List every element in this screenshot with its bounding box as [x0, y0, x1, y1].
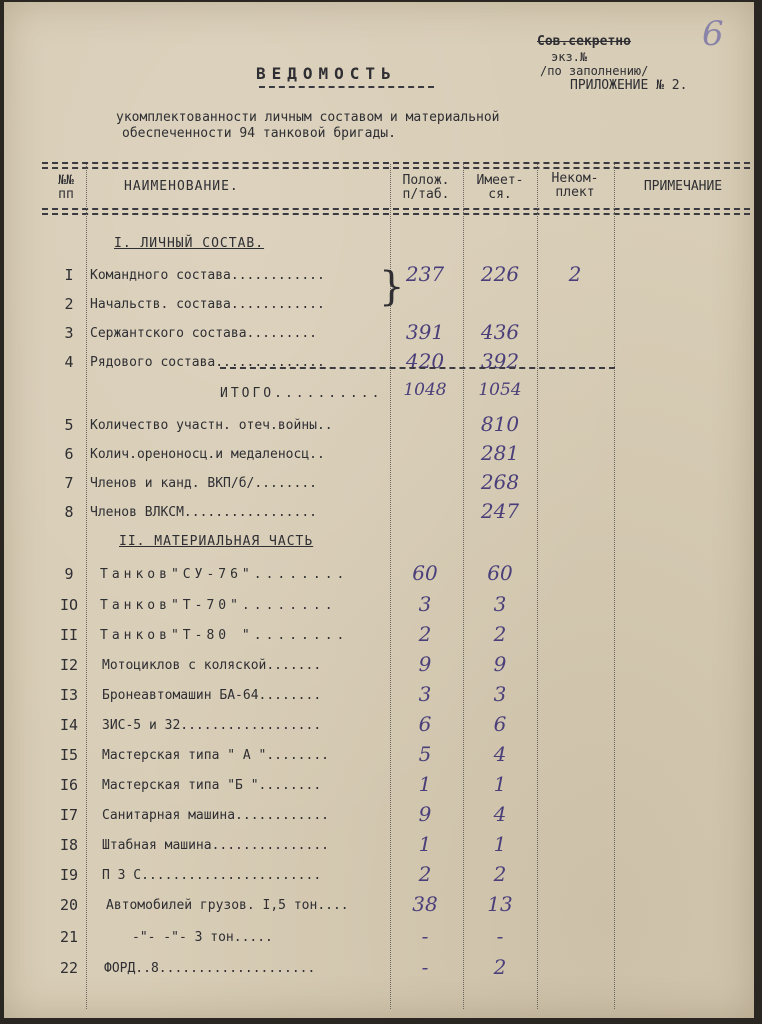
row-number: 4	[64, 353, 74, 371]
per-filling-note: /по заполнению/	[540, 64, 649, 78]
subtitle-line-2: обеспеченности 94 танковой бригады.	[122, 126, 396, 141]
row-label: Членов и канд. ВКП/б/........	[90, 476, 317, 491]
row-state-value: 1	[418, 832, 432, 856]
row-have-value: 3	[493, 682, 507, 706]
row-state-value: 420	[405, 349, 445, 373]
table-row	[4, 590, 754, 620]
row-label: Командного состава............	[90, 268, 325, 283]
row-have-value: 13	[487, 892, 513, 916]
table-row	[4, 890, 754, 920]
row-state-value: 237	[405, 262, 445, 286]
row-number: I5	[59, 746, 79, 764]
row-number: I3	[59, 686, 79, 704]
appendix-label: ПРИЛОЖЕНИЕ № 2.	[570, 78, 688, 93]
row-label: Начальств. состава............	[90, 297, 325, 312]
row-have-value: 2	[493, 955, 507, 979]
row-number: 3	[64, 324, 74, 342]
row-have-value: 9	[493, 652, 507, 676]
row-have-value: 60	[487, 561, 513, 585]
document-page	[4, 2, 754, 1018]
row-label: Рядового состава..............	[90, 355, 325, 370]
row-state-value: 5	[418, 742, 432, 766]
row-have-value: 281	[480, 441, 520, 465]
header-shortage: Неком- плект	[551, 171, 599, 200]
row-have-value: 247	[480, 499, 520, 523]
table-row	[4, 650, 754, 680]
row-label: Мастерская типа "Б "........	[102, 778, 322, 793]
row-number: I7	[59, 806, 79, 824]
row-have-value: 810	[480, 412, 520, 436]
row-have-value: 226	[480, 262, 520, 286]
row-have-value: 2	[493, 622, 507, 646]
row-label: Количество участн. отеч.войны..	[90, 418, 333, 433]
row-have-value: 436	[480, 320, 520, 344]
row-number: IO	[59, 596, 79, 614]
total-label: ИТОГО..........	[220, 386, 383, 401]
row-have-value: 268	[480, 470, 520, 494]
row-label: ЗИС-5 и 32..................	[102, 718, 322, 733]
row-state-value: -	[421, 924, 429, 948]
header-have: Имеет- ся.	[476, 173, 524, 202]
table-row	[4, 953, 754, 983]
row-number: I	[64, 266, 74, 284]
row-number: 5	[64, 416, 74, 434]
row-number: I4	[59, 716, 79, 734]
table-row	[4, 260, 754, 290]
row-label: Членов ВЛКСМ.................	[90, 505, 317, 520]
row-label: Санитарная машина............	[102, 808, 329, 823]
row-number: 9	[64, 565, 74, 583]
row-state-value: 6	[418, 712, 432, 736]
row-number: I8	[59, 836, 79, 854]
header-bottom-rule	[42, 208, 750, 210]
table-row	[4, 497, 754, 527]
row-have-value: 2	[493, 862, 507, 886]
row-state-value: 3	[418, 592, 432, 616]
row-have-value: 4	[493, 802, 507, 826]
row-state-value: 2	[418, 622, 432, 646]
header-bottom-rule-2	[42, 213, 750, 215]
row-number: 8	[64, 503, 74, 521]
table-row	[4, 439, 754, 469]
row-label: ФОРД..8....................	[104, 961, 316, 976]
row-label: Колич.ореноносц.и медаленосц..	[90, 447, 325, 462]
table-row	[4, 710, 754, 740]
row-label: Танков"СУ-76"........	[100, 567, 349, 582]
table-row	[4, 860, 754, 890]
row-number: 22	[59, 959, 79, 977]
document-title: ВЕДОМОСТЬ	[256, 64, 397, 83]
row-label: Мотоциклов с коляской.......	[102, 658, 322, 673]
row-have-value: 6	[493, 712, 507, 736]
row-have-value: 4	[493, 742, 507, 766]
row-state-value: 1	[418, 772, 432, 796]
row-state-value: 391	[405, 320, 445, 344]
row-state-value: 38	[412, 892, 438, 916]
table-row	[4, 740, 754, 770]
subtitle-line-1: укомплектованности личным составом и материальной	[116, 110, 500, 125]
row-state-value: 9	[418, 802, 432, 826]
row-label: Мастерская типа " А "........	[102, 748, 329, 763]
table-top-rule	[42, 162, 750, 164]
classification-stamp: Сов.секретно	[537, 34, 631, 49]
row-number: I6	[59, 776, 79, 794]
row-have-value: 3	[493, 592, 507, 616]
row-number: II	[59, 626, 79, 644]
row-label: Сержантского состава.........	[90, 326, 317, 341]
row-label: Танков"Т-80 "........	[100, 628, 349, 643]
row-number: 6	[64, 445, 74, 463]
row-have-value: 392	[480, 349, 520, 373]
row-number: 21	[59, 928, 79, 946]
total-row	[4, 378, 754, 408]
row-label: П З С.......................	[102, 868, 322, 883]
copy-label: экз.№	[551, 50, 588, 64]
row-number: 20	[59, 896, 79, 914]
brace-mark: }	[379, 264, 405, 310]
row-state-value: -	[421, 955, 429, 979]
row-state-value: 9	[418, 652, 432, 676]
row-state-value: 60	[412, 561, 438, 585]
row-state-value: 3	[418, 682, 432, 706]
table-top-rule-2	[42, 167, 750, 169]
row-shortage-value: 2	[568, 262, 582, 286]
table-row	[4, 922, 754, 952]
table-row	[4, 770, 754, 800]
total-have: 1054	[478, 380, 522, 400]
header-number: №№ пп	[58, 173, 74, 202]
row-label: Бронеавтомашин БА-64........	[102, 688, 322, 703]
section-personnel: I. ЛИЧНЫЙ СОСТАВ.	[114, 236, 265, 251]
row-state-value: 2	[418, 862, 432, 886]
row-label: Автомобилей грузов. I,5 тон....	[106, 898, 349, 913]
row-label: Танков"Т-70"........	[100, 598, 337, 613]
table-row	[4, 410, 754, 440]
page-number: 6	[702, 14, 724, 54]
table-row	[4, 830, 754, 860]
title-underline	[259, 86, 434, 88]
total-state: 1048	[403, 380, 447, 400]
row-number: 7	[64, 474, 74, 492]
row-number: 2	[64, 295, 74, 313]
header-note: ПРИМЕЧАНИЕ	[643, 179, 723, 194]
table-row	[4, 559, 754, 589]
itogo-rule	[220, 367, 615, 369]
header-name: НАИМЕНОВАНИЕ.	[124, 179, 239, 194]
row-have-value: -	[496, 924, 504, 948]
table-row	[4, 620, 754, 650]
row-have-value: 1	[493, 772, 507, 796]
row-have-value: 1	[493, 832, 507, 856]
header-state: Полож. п/таб.	[402, 173, 450, 202]
table-row	[4, 347, 754, 377]
table-row	[4, 289, 754, 319]
row-number: I9	[59, 866, 79, 884]
table-row	[4, 318, 754, 348]
table-row	[4, 680, 754, 710]
row-label: Штабная машина...............	[102, 838, 329, 853]
table-row	[4, 468, 754, 498]
section-materiel: II. МАТЕРИАЛЬНАЯ ЧАСТЬ	[119, 534, 314, 549]
row-label: -"- -"- 3 тон.....	[132, 930, 273, 945]
table-row	[4, 800, 754, 830]
row-number: I2	[59, 656, 79, 674]
